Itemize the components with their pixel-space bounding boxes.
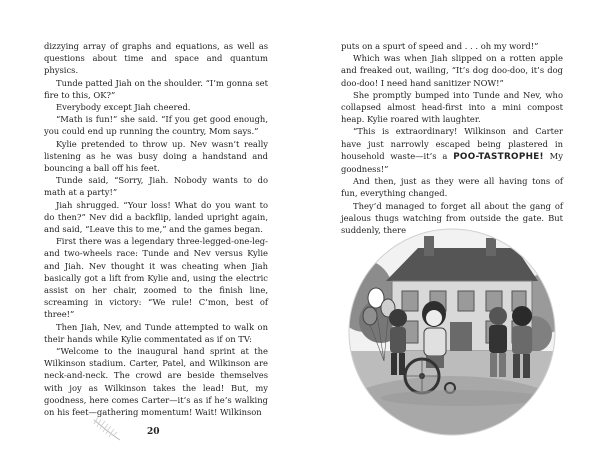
paragraph: Jiah shrugged. “Your loss! What do you want to do then?” Nev did a backflip, landed upright again, and said, “Leave this to me,” and the games began. xyxy=(44,199,268,235)
kids-illustration xyxy=(346,226,558,438)
poo-tastrophe-emphasis: POO-TASTROPHE! xyxy=(453,151,544,162)
paragraph: dizzying array of graphs and equations, as well as questions about time and space and quantum physics. xyxy=(44,41,268,76)
paragraph: Kylie pretended to throw up. Nev wasn’t really listening as he was busy doing a handstand and bouncing a ball off his feet. xyxy=(44,138,268,174)
paragraph xyxy=(341,125,563,175)
paragraph: “Math is fun!” she said. “If you get good enough, you could end up running the country, Mom says.” xyxy=(44,114,268,137)
paragraph: First there was a legendary three-legged-one-leg-and two-wheels race: Tunde and Nev versus Kylie and Jiah. Nev thought it was cheating when Jiah basically got a lift from Kylie and, using the electric assist on her chair, zoomed to the finish line, screaming in victory: “We rule! C’mon, best of three!” xyxy=(44,236,268,320)
paragraph-part: My goodness!” xyxy=(341,150,563,175)
page-number: 20 xyxy=(147,427,160,437)
paragraph: She promptly bumped into Tunde and Nev, who collapsed almost head-first into a mini compost heap. Kylie roared with laughter. xyxy=(341,89,563,125)
paragraph-part: “This is extraordinary! Wilkinson and Carter have just narrowly escaped being plastered in household waste—it’s a xyxy=(341,126,563,161)
left-page-text xyxy=(44,40,268,418)
paragraph: They’d managed to forget all about the gang of jealous thugs watching from outside the gate. But suddenly, there xyxy=(341,200,563,236)
right-page-text xyxy=(341,40,563,236)
paragraph: Everybody except Jiah cheered. xyxy=(56,102,191,113)
paragraph: puts on a spurt of speed and . . . oh my word!” xyxy=(341,41,539,51)
paragraph: And then, just as they were all having tons of fun, everything changed. xyxy=(341,176,563,199)
paragraph: Tunde said, “Sorry, Jiah. Nobody wants to do math at a party!” xyxy=(44,175,268,198)
feather-icon xyxy=(92,414,122,444)
paragraph: Which was when Jiah slipped on a rotten apple and freaked out, wailing, “It’s dog doo-doo, it’s dog doo-doo! I need hand sanitizer NOW!” xyxy=(341,53,563,88)
paragraph: Then Jiah, Nev, and Tunde attempted to walk on their hands while Kylie commentated as if on TV: xyxy=(44,321,268,344)
paragraph: “Welcome to the inaugural hand sprint at the Wilkinson stadium. Carter, Patel, and Wilkinson are neck-and-neck. The crowd are beside themselves with joy as Wilkinson takes the lead! But, my goodness, here comes Carter—it’s as if he’s walking on his feet—gathering momentum! Wait! Wilkinson xyxy=(44,346,268,418)
paragraph: Tunde patted Jiah on the shoulder. “I’m gonna set fire to this, OK?” xyxy=(44,77,268,100)
